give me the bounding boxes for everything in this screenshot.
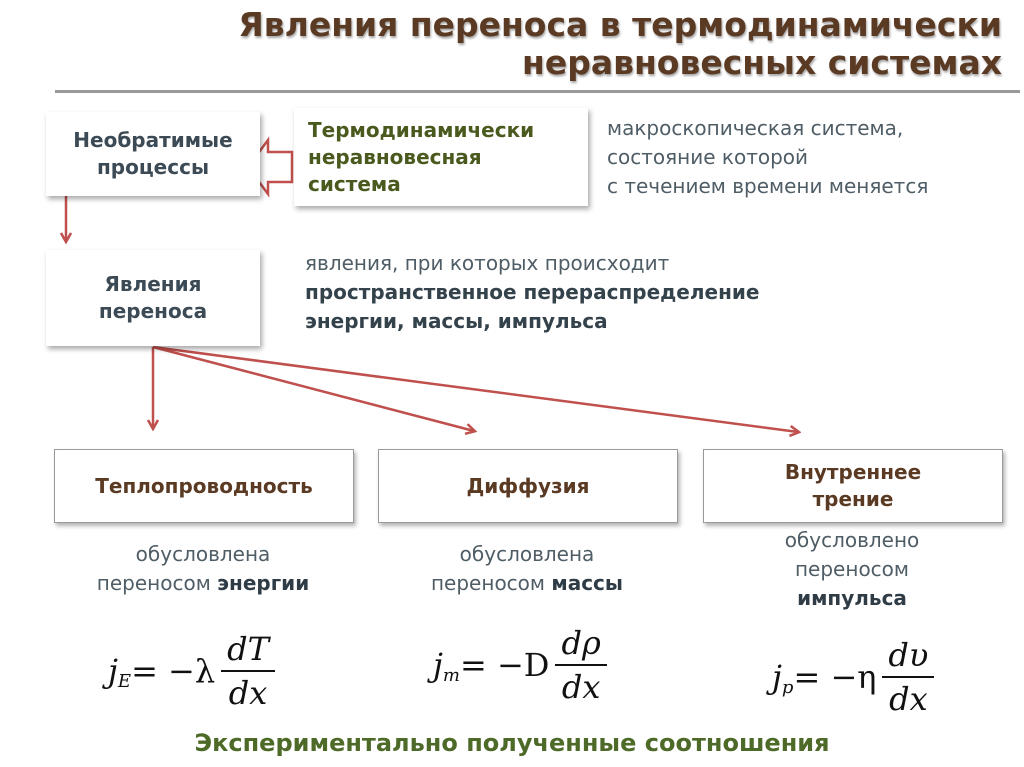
system-line-2: неравновесная xyxy=(308,144,482,169)
diffusion-label: Диффузия xyxy=(466,473,590,498)
transfer-desc-line-2: пространственное перераспределение xyxy=(305,280,760,304)
transfer-description xyxy=(305,249,759,336)
diffusion-formula: j m = −D $\frac{d\rho}{dx}$ xyxy=(433,624,607,706)
system-desc-line-1: макроскопическая система, xyxy=(607,116,904,140)
title-line-1: Явления переноса в термодинамически xyxy=(238,5,1002,44)
diffusion-box xyxy=(378,449,678,523)
friction-caption-line-2: переносом xyxy=(794,557,909,581)
friction-caption xyxy=(703,526,1001,613)
arrow-to-friction xyxy=(153,347,798,432)
transfer-phenomena-box xyxy=(46,250,260,346)
friction-formula: j p = −η $\frac{d\upsilon}{dx}$ xyxy=(772,636,934,718)
arrow-to-diffusion xyxy=(153,347,474,431)
friction-line-2: трение xyxy=(812,487,894,511)
irreversible-processes-box xyxy=(46,112,260,196)
internal-friction-box xyxy=(703,449,1003,523)
system-desc-line-3: с течением времени меняется xyxy=(607,174,929,198)
friction-caption-line-1: обусловлено xyxy=(784,528,920,552)
heat-caption-line-1: обусловлена xyxy=(135,542,271,566)
transfer-line-1: Явления xyxy=(104,272,202,296)
friction-line-1: Внутреннее xyxy=(784,460,922,484)
title-line-2: неравновесных системах xyxy=(522,43,1002,82)
system-description xyxy=(607,114,928,201)
transfer-line-2: переноса xyxy=(98,299,208,323)
heat-caption-line-2: переносом энергии xyxy=(96,571,310,595)
diffusion-caption-line-2: переносом массы xyxy=(430,571,623,595)
irreversible-line-1: Необратимые xyxy=(73,128,233,152)
system-line-1: Термодинамически xyxy=(308,117,535,142)
footer-caption: Экспериментально полученные соотношения xyxy=(194,729,830,757)
transfer-desc-line-1: явления, при которых происходит xyxy=(305,251,670,275)
heat-conduction-label: Теплопроводность xyxy=(95,473,313,498)
irreversible-line-2: процессы xyxy=(96,155,210,179)
nonequilibrium-system-box xyxy=(294,108,588,206)
friction-caption-line-3: импульса xyxy=(797,586,907,610)
heat-formula: j E = −λ $\frac{dT}{dx}$ xyxy=(108,630,275,712)
system-desc-line-2: состояние которой xyxy=(607,145,809,169)
heat-caption xyxy=(54,540,352,598)
transfer-desc-line-3: энергии, массы, импульса xyxy=(305,309,608,333)
system-line-3: система xyxy=(308,171,401,196)
heat-conduction-box xyxy=(54,449,354,523)
diffusion-caption xyxy=(378,540,676,598)
diffusion-caption-line-1: обусловлена xyxy=(459,542,595,566)
